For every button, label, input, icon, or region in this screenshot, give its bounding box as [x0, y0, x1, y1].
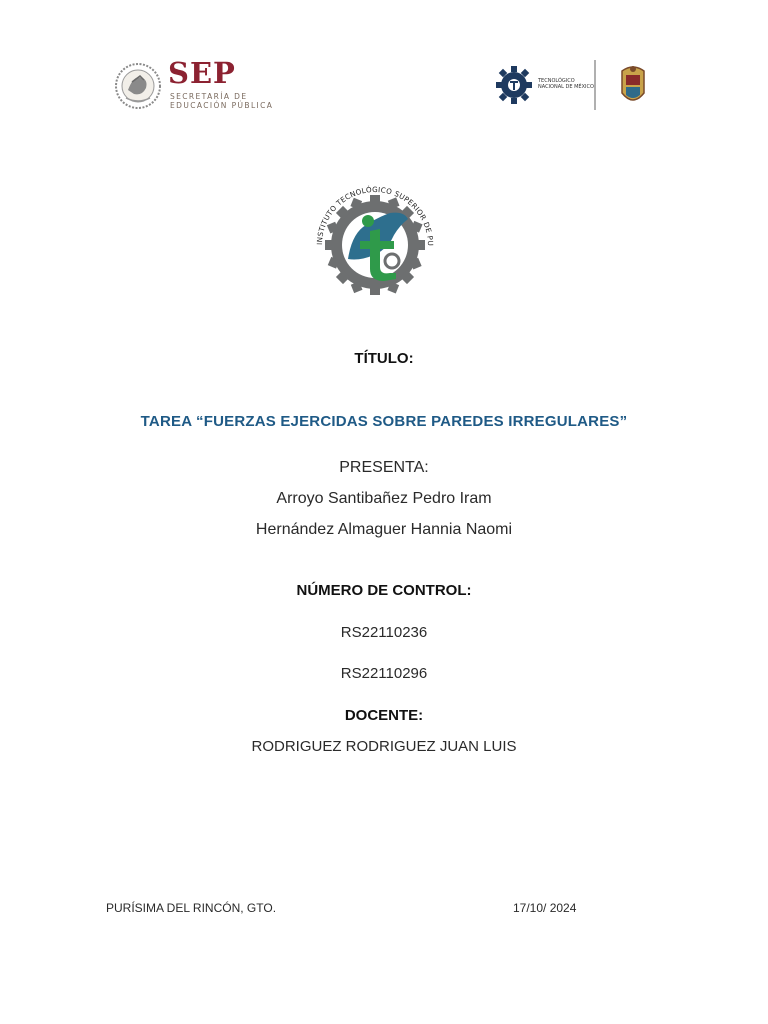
sep-subtitle-line1: SECRETARÍA DE — [170, 92, 248, 101]
footer-place: PURÍSIMA DEL RINCÓN, GTO. — [106, 901, 277, 915]
presenta-label: PRESENTA: — [339, 459, 429, 476]
control-number: RS22110236 — [340, 624, 428, 641]
sep-logo — [114, 56, 274, 116]
sep-subtitle-line2: EDUCACIÓN PÚBLICA — [170, 101, 274, 110]
institute-gear-logo-icon — [300, 163, 450, 313]
tecnm-text — [538, 78, 594, 90]
footer-date: 17/10/ 2024 — [513, 901, 577, 915]
docente-label: DOCENTE: — [344, 707, 424, 724]
institute-shield-icon — [618, 63, 648, 107]
author-name: Hernández Almaguer Hannia Naomi — [255, 521, 513, 538]
logo-ring-text: INSTITUTO TECNOLÓGICO SUPERIOR DE PU — [314, 184, 436, 247]
header-divider — [594, 60, 596, 110]
tecnm-line2: NACIONAL DE MÉXICO — [538, 84, 594, 90]
task-title: TAREA “FUERZAS EJERCIDAS SOBRE PAREDES IRREGULARES” — [140, 413, 628, 430]
sep-logo-text: SEP — [168, 56, 236, 90]
title-label: TÍTULO: — [354, 350, 414, 367]
mexico-coat-of-arms-icon — [114, 60, 162, 114]
control-number: RS22110296 — [340, 665, 428, 682]
author-name: Arroyo Santibañez Pedro Iram — [276, 490, 492, 507]
institute-logo — [300, 163, 450, 313]
tecnm-gear-icon — [496, 62, 536, 108]
control-number-label: NÚMERO DE CONTROL: — [296, 582, 472, 599]
tecnm-logos — [496, 58, 656, 112]
tecnm-line1: TECNOLÓGICO — [538, 78, 575, 84]
docente-name: RODRIGUEZ RODRIGUEZ JUAN LUIS — [251, 738, 517, 755]
